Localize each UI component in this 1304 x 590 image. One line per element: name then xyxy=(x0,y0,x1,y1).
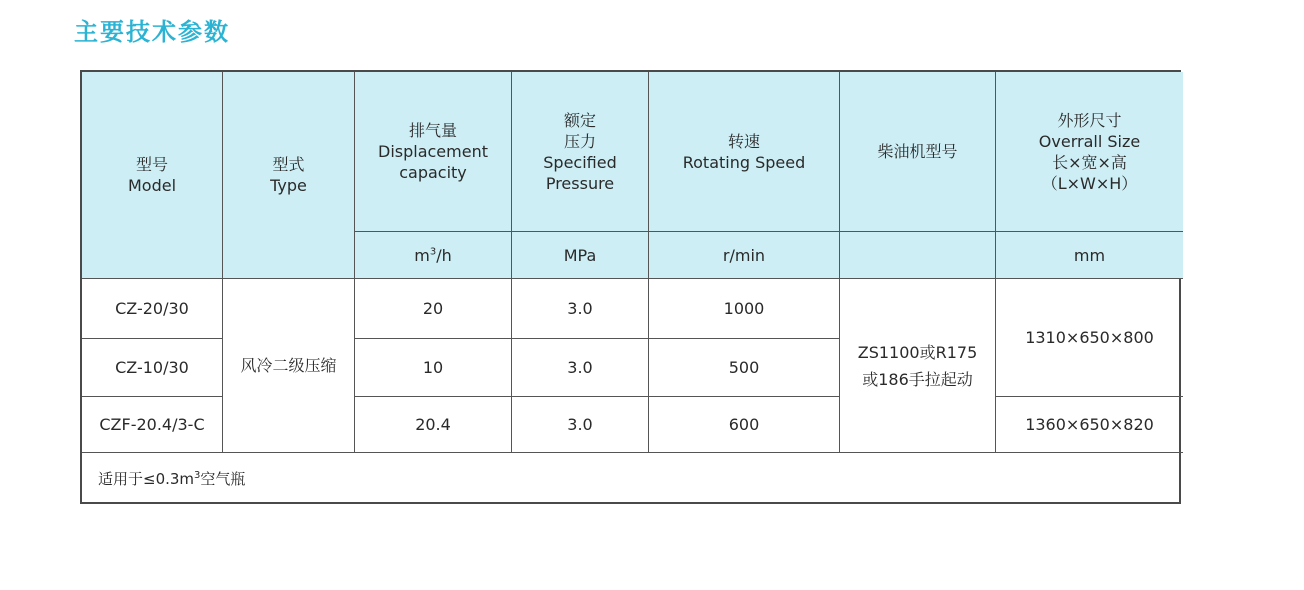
header-type-cn: 型式 xyxy=(272,155,305,174)
cell-speed: 500 xyxy=(649,339,840,397)
spec-table xyxy=(80,70,1181,504)
cell-speed: 600 xyxy=(649,397,840,453)
header-displacement-en1: Displacement xyxy=(378,142,488,161)
cell-size: 1310×650×800 xyxy=(996,279,1183,397)
cell-pressure: 3.0 xyxy=(512,279,649,339)
cell-displacement: 20.4 xyxy=(355,397,512,453)
header-engine xyxy=(840,72,996,232)
unit-engine-empty xyxy=(840,232,996,279)
header-model-cn: 型号 xyxy=(135,155,168,174)
unit-speed: r/min xyxy=(649,232,840,279)
header-pressure-cn1: 额定 xyxy=(563,110,596,130)
cell-size: 1360×650×820 xyxy=(996,397,1183,453)
cell-pressure: 3.0 xyxy=(512,339,649,397)
cell-engine xyxy=(840,279,996,453)
header-type-en: Type xyxy=(270,176,307,195)
table-note: 适用于$\le 0.3m^3$空气瓶 xyxy=(98,470,246,488)
page-title: 主要技术参数 xyxy=(74,18,230,46)
header-displacement xyxy=(355,72,512,232)
header-speed xyxy=(649,72,840,232)
unit-size: mm xyxy=(996,232,1183,279)
header-pressure-cn2: 压力 xyxy=(563,131,596,151)
unit-pressure: MPa xyxy=(512,232,649,279)
header-pressure xyxy=(512,72,649,232)
header-displacement-en2: capacity xyxy=(399,163,467,182)
cell-type: 风冷二级压缩 xyxy=(223,279,355,453)
unit-displacement: $m^3/h$ xyxy=(355,232,512,279)
header-model xyxy=(82,72,223,279)
cell-displacement: 20 xyxy=(355,279,512,339)
header-size-dims-cn: 长×宽×高 xyxy=(1052,152,1127,172)
cell-model: CZF-20.4/3-C xyxy=(82,397,223,453)
header-displacement-cn: 排气量 xyxy=(408,121,457,140)
cell-engine-line2: 或186手拉起动 xyxy=(862,369,973,389)
cell-engine-line1: ZS1100或R175 xyxy=(857,342,978,362)
cell-speed: 1000 xyxy=(649,279,840,339)
header-pressure-en1: Specified xyxy=(543,152,617,172)
cell-model: CZ-10/30 xyxy=(82,339,223,397)
header-type xyxy=(223,72,355,279)
cell-model: CZ-20/30 xyxy=(82,279,223,339)
header-size-cn: 外形尺寸 xyxy=(1057,110,1122,130)
header-speed-en: Rotating Speed xyxy=(682,152,806,172)
header-size-en: Overrall Size xyxy=(1038,131,1141,151)
cell-pressure: 3.0 xyxy=(512,397,649,453)
header-engine-cn: 柴油机型号 xyxy=(877,142,958,161)
header-pressure-en2: Pressure xyxy=(545,173,615,193)
header-speed-cn: 转速 xyxy=(727,131,760,151)
header-model-en: Model xyxy=(127,176,177,195)
cell-displacement: 10 xyxy=(355,339,512,397)
header-size xyxy=(996,72,1183,232)
header-size-dims-en: （L×W×H） xyxy=(1041,173,1138,193)
